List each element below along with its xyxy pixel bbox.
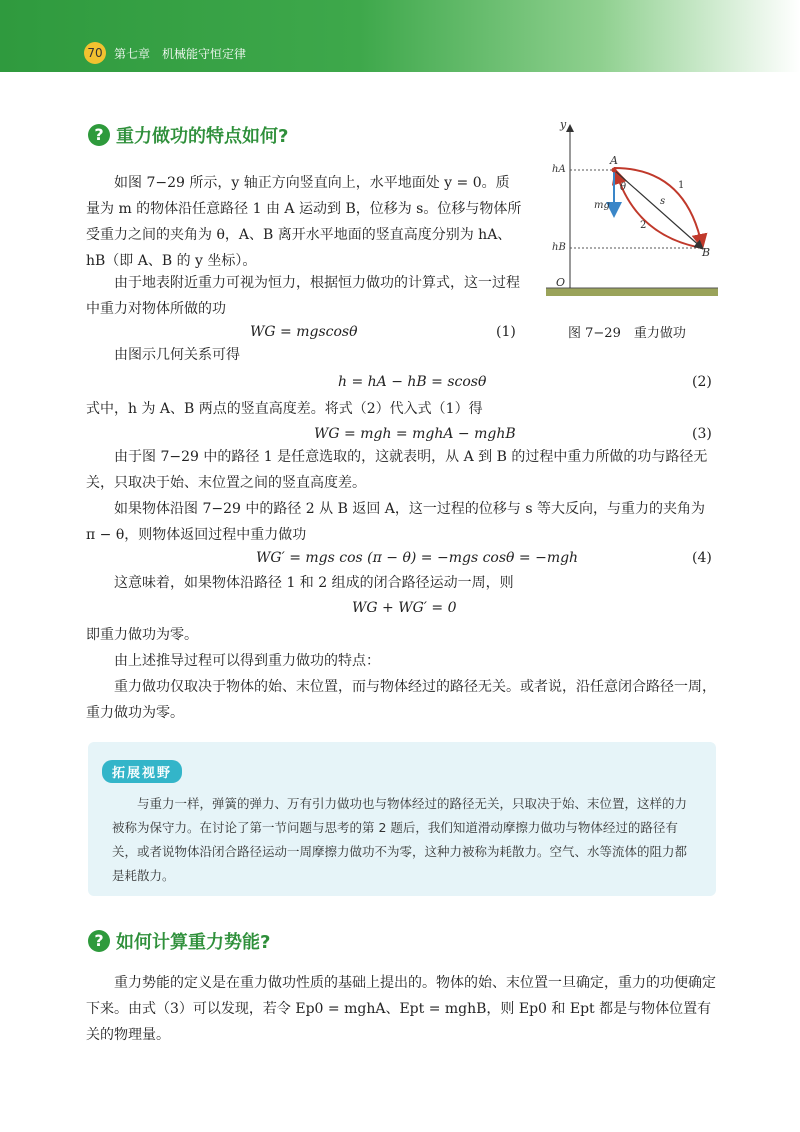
hA-label: hA bbox=[552, 164, 566, 175]
section-title-1 bbox=[88, 122, 288, 148]
section-title-text: 如何计算重力势能? bbox=[116, 932, 271, 953]
path-2-label: 2 bbox=[640, 220, 647, 231]
chapter-title: 第七章 机械能守恒定律 bbox=[114, 47, 247, 61]
equation-1: WG = mgscosθ bbox=[250, 324, 358, 340]
path-1 bbox=[614, 168, 702, 246]
equation-2: h = hA − hB = scosθ bbox=[338, 374, 487, 390]
equation-number: (1) bbox=[496, 324, 516, 340]
page-header bbox=[0, 0, 800, 72]
theta-label: θ bbox=[620, 182, 627, 193]
expand-box-text: 与重力一样，弹簧的弹力、万有引力做功也与物体经过的路径无关，只取决于始、末位置，这样的力被称为保守力。在讨论了第一节问题与思考的第 2 题后，我们知道滑动摩擦力做功与物体经过的路径有关，或者说物体沿闭合路径运动一周摩擦力做功不为零，这种力被称为耗散力。空气、水等流体的阻力都是耗散力。 bbox=[112, 796, 688, 883]
section-title-2 bbox=[88, 928, 270, 954]
paragraph: 由于图 7−29 中的路径 1 是任意选取的，这就表明，从 A 到 B 的过程中重力所做的功与路径无关，只取决于始、末位置之间的竖直高度差。 bbox=[86, 449, 708, 491]
equation-number: (2) bbox=[692, 374, 712, 390]
figure-caption: 图 7−29 重力做功 bbox=[568, 326, 686, 341]
origin-label: O bbox=[556, 276, 566, 289]
question-icon: ? bbox=[88, 930, 110, 952]
hB-label: hB bbox=[552, 242, 566, 253]
paragraph: 由上述推导过程可以得到重力做功的特点： bbox=[114, 653, 380, 669]
ground bbox=[546, 288, 718, 296]
paragraph: 由于地表附近重力可视为恒力，根据恒力做功的计算式，这一过程中重力对物体所做的功 bbox=[86, 275, 520, 317]
A-label: A bbox=[610, 154, 618, 167]
page-number: 70 bbox=[84, 42, 106, 64]
s-label: s bbox=[660, 196, 666, 207]
paragraph: 即重力做功为零。 bbox=[86, 627, 198, 643]
question-icon: ? bbox=[88, 124, 110, 146]
paragraph: 由图示几何关系可得 bbox=[114, 347, 240, 363]
path-1-label: 1 bbox=[678, 180, 685, 191]
point-A bbox=[612, 168, 617, 173]
paragraph: 式中，h 为 A、B 两点的竖直高度差。将式（2）代入式（1）得 bbox=[86, 401, 483, 417]
B-label: B bbox=[702, 246, 711, 259]
paragraph: 重力势能的定义是在重力做功性质的基础上提出的。物体的始、末位置一旦确定，重力的功便确定下来。由式（3）可以发现，若令 Ep0 = mghA、Ept = mghB，则 Ep0 和 Ept 都是与物体位置有关的物理量。 bbox=[86, 975, 716, 1043]
equation-4: WG′ = mgs cos (π − θ) = −mgs cosθ = −mgh bbox=[256, 550, 579, 566]
equation-3: WG = mgh = mghA − mghB bbox=[314, 426, 516, 442]
equation-number: (3) bbox=[692, 426, 712, 442]
expand-box-title: 拓展视野 bbox=[102, 760, 182, 783]
paragraph: 这意味着，如果物体沿路径 1 和 2 组成的闭合路径运动一周，则 bbox=[114, 575, 514, 591]
mg-label: mg bbox=[594, 200, 610, 211]
equation-number: (4) bbox=[692, 550, 712, 566]
section-title-text: 重力做功的特点如何? bbox=[116, 126, 289, 147]
equation-5: WG + WG′ = 0 bbox=[352, 600, 457, 616]
figure-gravity-work bbox=[546, 116, 718, 296]
paragraph: 如果物体沿图 7−29 中的路径 2 从 B 返回 A，这一过程的位移与 s 等大反向，与重力的夹角为 π − θ，则物体返回过程中重力做功 bbox=[86, 501, 705, 543]
paragraph: 重力做功仅取决于物体的始、末位置，而与物体经过的路径无关。或者说，沿任意闭合路径一周，重力做功为零。 bbox=[86, 679, 716, 721]
paragraph: 如图 7−29 所示，y 轴正方向竖直向上，水平地面处 y = 0。质量为 m 的物体沿任意路径 1 由 A 运动到 B，位移为 s。位移与物体所受重力之间的夹角为 θ，A、B 离开水平地面的竖直高度分别为 hA、hB（即 A、B 的 y 坐标）。 bbox=[86, 175, 522, 269]
y-axis-label: y bbox=[560, 118, 567, 131]
